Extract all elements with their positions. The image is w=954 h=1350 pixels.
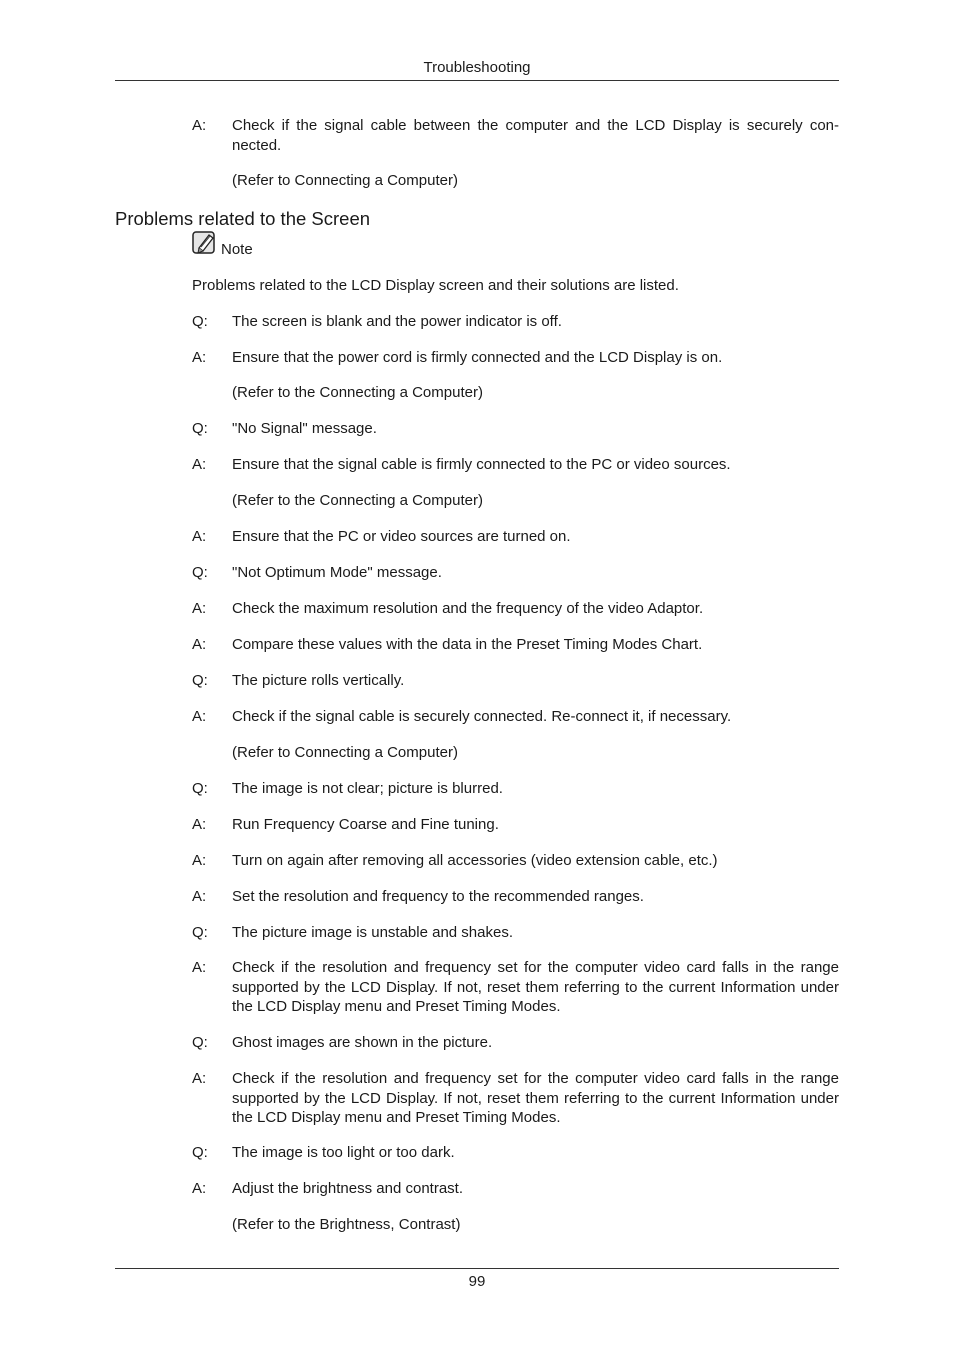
question-text: The image is not clear; picture is blurred.	[232, 780, 503, 797]
menu-term: contrast	[405, 1180, 459, 1197]
answer-item	[192, 527, 839, 547]
answer-tag: A:	[192, 600, 207, 617]
answer-item	[192, 599, 839, 619]
answer-tag: A:	[192, 117, 207, 134]
question-tag: Q:	[192, 1034, 208, 1051]
answer-tag: A:	[192, 1070, 207, 1087]
question-tag: Q:	[192, 780, 208, 797]
question-text: The picture image is unstable and shakes.	[232, 924, 513, 941]
answer-text	[232, 1179, 839, 1199]
note-body: Problems related to the LCD Display screen and their solutions are listed.	[192, 277, 679, 294]
answer-item	[192, 116, 839, 155]
text-segment: " message.	[367, 564, 442, 581]
question-tag: Q:	[192, 924, 208, 941]
reference-item	[192, 743, 839, 763]
answer-text: Compare these values with the data in the Preset Timing Modes Chart.	[232, 636, 703, 653]
answer-text	[232, 815, 839, 835]
text-segment: .	[458, 1180, 464, 1197]
answer-text: Ensure that the PC or video sources are turned on.	[232, 528, 571, 545]
reference-text	[232, 1215, 839, 1235]
header-rule	[115, 80, 839, 81]
answer-item	[192, 455, 839, 475]
answer-item	[192, 1069, 839, 1128]
answer-item	[192, 635, 839, 655]
reference-text: (Refer to the Connecting a Computer)	[232, 384, 483, 401]
question-item	[192, 1143, 839, 1163]
question-item	[192, 312, 839, 332]
answer-item	[192, 1179, 839, 1199]
answer-tag: A:	[192, 852, 207, 869]
answer-tag: A:	[192, 888, 207, 905]
text-segment: Adjust the	[232, 1180, 303, 1197]
question-tag: Q:	[192, 420, 208, 437]
text-segment: ,	[390, 1216, 399, 1233]
question-item	[192, 671, 839, 691]
reference-item	[192, 1215, 839, 1235]
answer-tag: A:	[192, 1180, 207, 1197]
text-segment: Run Frequency	[232, 816, 339, 833]
answer-item	[192, 887, 839, 907]
answer-item	[192, 958, 839, 1017]
note-text	[192, 276, 839, 296]
answer-tag: A:	[192, 959, 207, 976]
running-header: Troubleshooting	[423, 59, 531, 76]
text-segment: "	[232, 564, 238, 581]
answer-item	[192, 707, 839, 727]
footer-rule	[115, 1268, 839, 1269]
question-text: Ghost images are shown in the picture.	[232, 1034, 493, 1051]
answer-text: Check if the resolution and frequency set for the computer video card falls in the range supported by the LCD Display. If not, reset them referring to the current Information under the LCD Display menu and Preset Timing Modes.	[232, 959, 839, 1015]
answer-text: Turn on again after removing all accessories (video extension cable, etc.)	[232, 852, 718, 869]
question-tag: Q:	[192, 564, 208, 581]
question-tag: Q:	[192, 313, 208, 330]
question-tag: Q:	[192, 1144, 208, 1161]
reference-item	[192, 383, 839, 403]
reference-text: (Refer to the Connecting a Computer)	[232, 492, 483, 509]
menu-term: Fine	[420, 816, 450, 833]
answer-tag: A:	[192, 528, 207, 545]
answer-text: Ensure that the power cord is firmly connected and the LCD Display is on.	[232, 349, 723, 366]
menu-term: Not Optimum Mode	[237, 564, 368, 581]
page-number: 99	[468, 1273, 486, 1290]
question-item	[192, 1033, 839, 1053]
answer-tag: A:	[192, 349, 207, 366]
text-segment: )	[455, 1216, 461, 1233]
menu-term: Coarse	[338, 816, 388, 833]
answer-text: Check if the signal cable between the computer and the LCD Display is securely con-nected.	[232, 117, 839, 154]
menu-term: Contrast	[398, 1216, 456, 1233]
reference-item	[192, 491, 839, 511]
reference-text: (Refer to Connecting a Computer)	[232, 744, 458, 761]
text-segment: tuning.	[449, 816, 499, 833]
text-segment: and	[372, 1180, 406, 1197]
note-pencil-icon	[192, 231, 218, 255]
question-text: The picture rolls vertically.	[232, 672, 405, 689]
section-heading: Problems related to the Screen	[115, 208, 371, 229]
question-item	[192, 419, 839, 439]
answer-item	[192, 348, 839, 368]
question-text	[232, 563, 839, 583]
answer-text: Ensure that the signal cable is firmly connected to the PC or video sources.	[232, 456, 731, 473]
question-item	[192, 923, 839, 943]
answer-tag: A:	[192, 456, 207, 473]
answer-tag: A:	[192, 636, 207, 653]
menu-term: brightness	[302, 1180, 373, 1197]
reference-text: (Refer to Connecting a Computer)	[232, 172, 458, 189]
answer-item	[192, 851, 839, 871]
question-text: The screen is blank and the power indicator is off.	[232, 313, 562, 330]
answer-text: Check if the resolution and frequency set for the computer video card falls in the range supported by the LCD Display. If not, reset them referring to the current Information under the LCD Display menu and Preset Timing Modes.	[232, 1070, 839, 1126]
question-tag: Q:	[192, 672, 208, 689]
menu-term: Brightness	[319, 1216, 391, 1233]
question-text: The image is too light or too dark.	[232, 1144, 455, 1161]
text-segment: and	[387, 816, 421, 833]
answer-text: Check if the signal cable is securely connected. Re-connect it, if necessary.	[232, 708, 732, 725]
text-segment: (Refer to the	[232, 1216, 320, 1233]
note-label: Note	[221, 241, 253, 258]
answer-text: Check the maximum resolution and the frequency of the video Adaptor.	[232, 600, 704, 617]
question-item	[192, 563, 839, 583]
answer-item	[192, 815, 839, 835]
answer-text: Set the resolution and frequency to the recommended ranges.	[232, 888, 644, 905]
question-text: "No Signal" message.	[232, 420, 377, 437]
answer-tag: A:	[192, 816, 207, 833]
question-item	[192, 779, 839, 799]
answer-tag: A:	[192, 708, 207, 725]
reference-item	[192, 171, 839, 191]
